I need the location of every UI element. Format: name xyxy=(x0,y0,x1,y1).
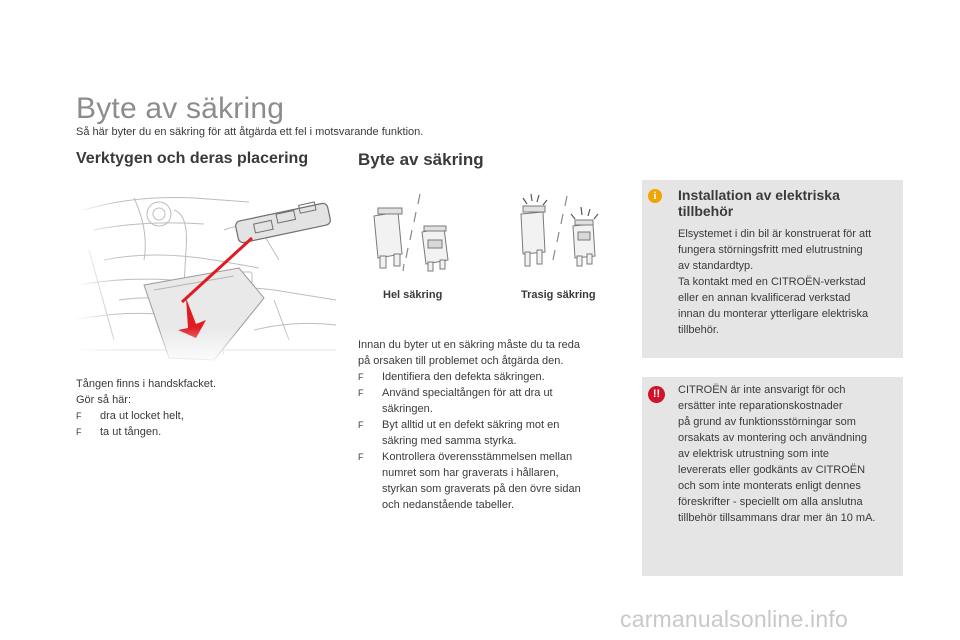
warning-line: av elektrisk utrustning som inte xyxy=(678,448,830,460)
info-line: fungera störningsfritt med elutrustning xyxy=(678,244,863,256)
info-line: av standardtyp. xyxy=(678,260,754,272)
warning-line: levererats eller godkänts av CITROËN xyxy=(678,464,866,476)
list-item-line: styrkan som graverats på den övre sidan xyxy=(382,483,581,495)
warning-line: CITROËN är inte ansvarigt för och xyxy=(678,384,846,396)
fuse-section-heading: Byte av säkring xyxy=(358,150,484,169)
fuse-intro-line: Innan du byter ut en säkring måste du ta reda xyxy=(358,339,580,351)
tools-instructions xyxy=(76,376,326,440)
list-item xyxy=(358,417,613,449)
page-subtitle: Så här byter du en säkring för att åtgärda ett fel i motsvarande funktion. xyxy=(76,126,424,138)
info-line: Elsystemet i din bil är konstruerat för att xyxy=(678,228,872,240)
warning-line: och som inte monterats enligt dennes xyxy=(678,480,861,492)
tools-section-heading: Verktygen och deras placering xyxy=(76,150,309,167)
good-fuse-caption: Hel säkring xyxy=(383,289,443,301)
bullet-mark: F xyxy=(76,411,82,421)
good-fuse-illustration xyxy=(360,192,470,272)
list-item-line: säkringen. xyxy=(382,403,433,415)
fuse-intro-line: på orsaken till problemet och åtgärda den. xyxy=(358,355,564,367)
warning-line: ersätter inte reparationskostnader xyxy=(678,400,843,412)
list-item xyxy=(76,408,326,424)
list-item xyxy=(358,369,613,385)
list-item xyxy=(76,424,326,440)
warning-icon xyxy=(648,386,665,403)
list-item-line: säkring med samma styrka. xyxy=(382,435,517,447)
info-line: eller en annan kvalificerad verkstad xyxy=(678,292,851,304)
tools-intro-line: Gör så här: xyxy=(76,394,132,406)
list-item-line: Byt alltid ut en defekt säkring mot en xyxy=(382,419,560,431)
fuse-instructions xyxy=(358,337,613,513)
info-line: tillbehör. xyxy=(678,324,719,336)
warning-line: föreskrifter - speciellt om alla anslutna xyxy=(678,496,863,508)
list-item-line: och nedanstående tabeller. xyxy=(382,499,515,511)
info-icon xyxy=(648,189,662,203)
list-item-line: Identifiera den defekta säkringen. xyxy=(382,371,545,383)
list-item xyxy=(358,385,613,417)
tools-intro-line: Tången finns i handskfacket. xyxy=(76,378,217,390)
warning-box-text xyxy=(678,382,900,526)
bullet-mark: F xyxy=(358,388,364,398)
bullet-mark: F xyxy=(358,452,364,462)
bullet-mark: F xyxy=(358,372,364,382)
broken-fuse-caption: Trasig säkring xyxy=(521,289,596,301)
watermark: carmanualsonline.info xyxy=(620,606,848,632)
list-item-text: dra ut locket helt, xyxy=(100,410,184,422)
warning-line: på grund av funktionsstörningar som xyxy=(678,416,856,428)
bullet-mark: F xyxy=(76,427,82,437)
list-item xyxy=(358,449,613,513)
list-item-line: Kontrollera överensstämmelsen mellan xyxy=(382,451,573,463)
warning-line: tillbehör tillsammans drar mer än 10 mA. xyxy=(678,512,876,524)
bullet-mark: F xyxy=(358,420,364,430)
info-box-title: Installation av elektriska tillbehör xyxy=(678,187,840,219)
info-line: innan du monterar ytterligare elektriska xyxy=(678,308,869,320)
info-line: Ta kontakt med en CITROËN-verkstad xyxy=(678,276,866,288)
list-item-line: numret som har graverats i hållaren, xyxy=(382,467,559,479)
glovebox-tweezers-illustration xyxy=(74,190,336,366)
list-item-line: Använd specialtången för att dra ut xyxy=(382,387,553,399)
info-box-text xyxy=(678,226,900,338)
page-title: Byte av säkring xyxy=(76,92,285,125)
list-item-text: ta ut tången. xyxy=(100,426,162,438)
broken-fuse-illustration xyxy=(495,192,605,272)
warning-line: orsakats av montering och användning xyxy=(678,432,867,444)
